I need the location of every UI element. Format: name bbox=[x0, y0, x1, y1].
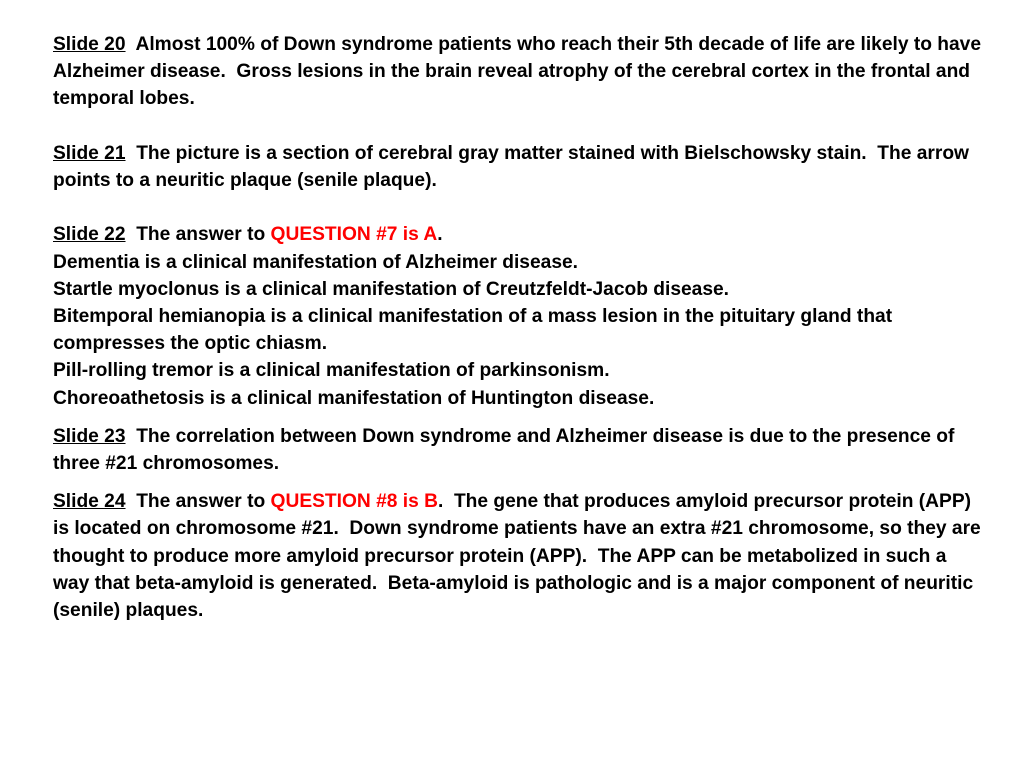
slide-22-line-dementia: Dementia is a clinical manifestation of Alzheimer disease. bbox=[53, 251, 578, 273]
slide-22-line-pill-rolling-tremor: Pill-rolling tremor is a clinical manifestation of parkinsonism. bbox=[53, 360, 610, 382]
slide-23-note bbox=[53, 423, 983, 477]
slide-24-answer: QUESTION #8 is B bbox=[270, 491, 438, 513]
slide-22-line-bitemporal-hemianopia: Bitemporal hemianopia is a clinical manifestation of a mass lesion in the pituitary gland that compresses the optic chiasm. bbox=[53, 306, 893, 355]
slide-22-line-choreoathetosis: Choreoathetosis is a clinical manifestation of Huntington disease. bbox=[53, 387, 655, 409]
slide-22-line-startle-myoclonus: Startle myoclonus is a clinical manifestation of Creutzfeldt-Jacob disease. bbox=[53, 278, 730, 300]
slide-24-prefix: The answer to bbox=[125, 491, 271, 513]
slide-20-note bbox=[53, 31, 986, 113]
slide-21-note bbox=[53, 140, 983, 194]
slide-22-answer-line bbox=[53, 221, 983, 248]
slide-23-label: Slide 23 bbox=[53, 425, 126, 447]
slide-24-label: Slide 24 bbox=[53, 491, 126, 513]
slide-24-note bbox=[53, 488, 987, 624]
slide-22-suffix: . bbox=[437, 224, 443, 246]
slide-22-note bbox=[53, 221, 983, 411]
slide-22-label: Slide 22 bbox=[53, 224, 126, 246]
slide-20-text: Almost 100% of Down syndrome patients who reach their 5th decade of life are likely to have Alzheimer disease. Gross lesions in the brain reveal atrophy of the cerebral cortex in the frontal and temporal lobes. bbox=[53, 34, 986, 110]
slide-notes bbox=[53, 31, 987, 624]
slide-24-text: . The gene that produces amyloid precursor protein (APP) is located on chromosome #21. Down syndrome patients have an extra #21 chromosome, so they are thought to produce more amyloid precursor protein (APP). The APP can be metabolized in such a way that beta-amyloid is generated. Beta-amyloid is pathologic and is a major component of neuritic (senile) plaques. bbox=[53, 491, 987, 622]
slide-21-label: Slide 21 bbox=[53, 142, 126, 164]
slide-23-text: The correlation between Down syndrome and Alzheimer disease is due to the presence of three #21 chromosomes. bbox=[53, 425, 960, 475]
slide-20-label: Slide 20 bbox=[53, 34, 126, 55]
slide-22-answer: QUESTION #7 is A bbox=[270, 224, 438, 246]
slide-22-prefix: The answer to bbox=[125, 224, 271, 246]
slide-21-text: The picture is a section of cerebral gray matter stained with Bielschowsky stain. The arrow points to a neuritic plaque (senile plaque). bbox=[53, 142, 975, 191]
